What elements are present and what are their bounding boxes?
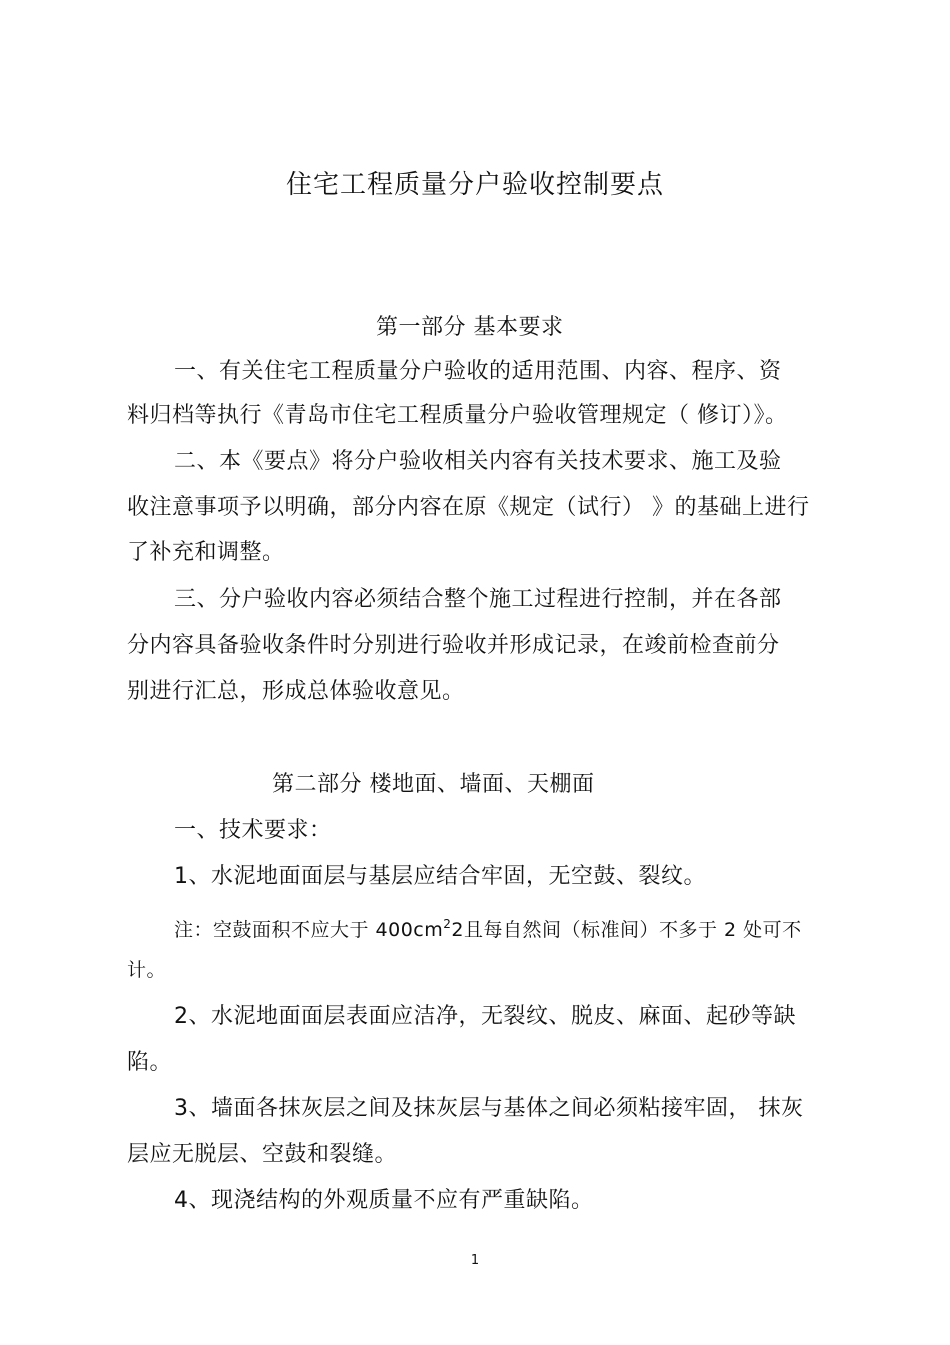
note-text-b: 2且每自然间（标准间）不多于 2 处可不: [451, 919, 802, 941]
part2-item1: 1、水泥地面面层与基层应结合牢固，无空鼓、裂纹。: [174, 864, 706, 889]
part1-para1-line1: 一、有关住宅工程质量分户验收的适用范围、内容、程序、资: [174, 359, 782, 384]
part1-para3-line2: 分内容具备验收条件时分别进行验收并形成记录，在竣前检查前分: [127, 633, 780, 658]
part2-subheading: 一、技术要求：: [174, 818, 332, 843]
part1-heading: 第一部分 基本要求: [376, 315, 564, 340]
part2-note-line2: 计。: [127, 959, 167, 981]
part1-para2-line3: 了补充和调整。: [127, 540, 285, 565]
part2-item2-line1: 2、水泥地面面层表面应洁净，无裂纹、脱皮、麻面、起砂等缺: [174, 1004, 796, 1029]
part2-item4: 4、现浇结构的外观质量不应有严重缺陷。: [174, 1188, 594, 1213]
part2-item3-line1: 3、墙面各抹灰层之间及抹灰层与基体之间必须粘接牢固， 抹灰: [174, 1096, 804, 1121]
part1-para1-line2: 料归档等执行《青岛市住宅工程质量分户验收管理规定（ 修订）》。: [127, 403, 788, 428]
part2-heading: 第二部分 楼地面、墙面、天棚面: [272, 772, 595, 797]
page-number: 1: [470, 1253, 480, 1268]
part1-para3-line3: 别进行汇总，形成总体验收意见。: [127, 679, 465, 704]
part1-para3-line1: 三、分户验收内容必须结合整个施工过程进行控制，并在各部: [174, 587, 782, 612]
note-text-a: 注：空鼓面积不应大于 400cm: [174, 919, 444, 941]
part2-note-line1: [174, 909, 802, 945]
part2-item3-line2: 层应无脱层、空鼓和裂缝。: [127, 1142, 398, 1167]
note-superscript: 2: [443, 917, 452, 931]
part1-para2-line2: 收注意事项予以明确，部分内容在原《规定（试行） 》的基础上进行: [127, 495, 810, 520]
part2-item2-line2: 陷。: [127, 1050, 173, 1075]
part1-para2-line1: 二、本《要点》将分户验收相关内容有关技术要求、施工及验: [174, 449, 782, 474]
document-title: 住宅工程质量分户验收控制要点: [285, 170, 664, 200]
